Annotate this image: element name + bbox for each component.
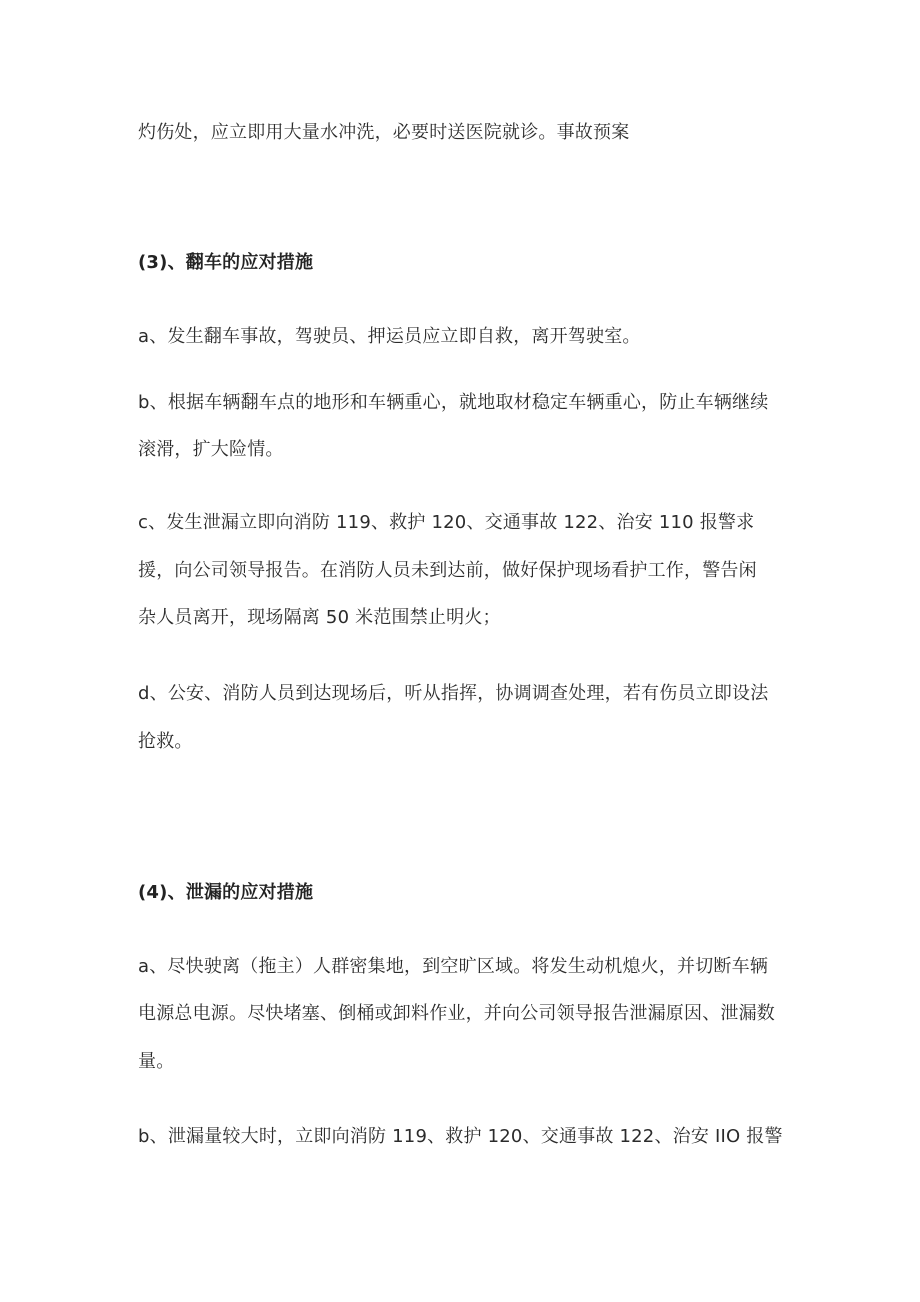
section-3-heading: (3)、翻车的应对措施 <box>138 252 314 273</box>
section-4-heading: (4)、泄漏的应对措施 <box>138 882 314 903</box>
section-3-item-d-line-1: d、公安、消防人员到达现场后，听从指挥，协调调查处理，若有伤员立即设法 <box>138 683 769 704</box>
section-4-item-a-line-1: a、尽快驶离（拖主）人群密集地，到空旷区域。将发生动机熄火，并切断车辆 <box>138 956 769 977</box>
section-3-item-b-line-1: b、根据车辆翻车点的地形和车辆重心，就地取材稳定车辆重心，防止车辆继续 <box>138 392 769 413</box>
section-3-item-c-line-1: c、发生泄漏立即向消防 119、救护 120、交通事故 122、治安 110 报警求 <box>138 512 755 533</box>
section-4-item-a-line-2: 电源总电源。尽快堵塞、倒桶或卸料作业，并向公司领导报告泄漏原因、泄漏数 <box>138 1003 775 1024</box>
section-3-item-d-line-2: 抢救。 <box>138 731 193 752</box>
section-3-item-b-line-2: 滚滑，扩大险情。 <box>138 439 284 460</box>
section-3-item-c-line-2: 援，向公司领导报告。在消防人员未到达前，做好保护现场看护工作，警告闲 <box>138 560 757 581</box>
section-4-item-b-line-1: b、泄漏量较大时，立即向消防 119、救护 120、交通事故 122、治安 IIO 报警 <box>138 1126 783 1147</box>
section-3-item-a-line: a、发生翻车事故，驾驶员、押运员应立即自救，离开驾驶室。 <box>138 326 641 347</box>
section-3-item-c-line-3: 杂人员离开，现场隔离 50 米范围禁止明火； <box>138 607 501 628</box>
intro-paragraph-line: 灼伤处，应立即用大量水冲洗，必要时送医院就诊。事故预案 <box>138 122 630 143</box>
section-4-item-a-line-3: 量。 <box>138 1051 175 1072</box>
